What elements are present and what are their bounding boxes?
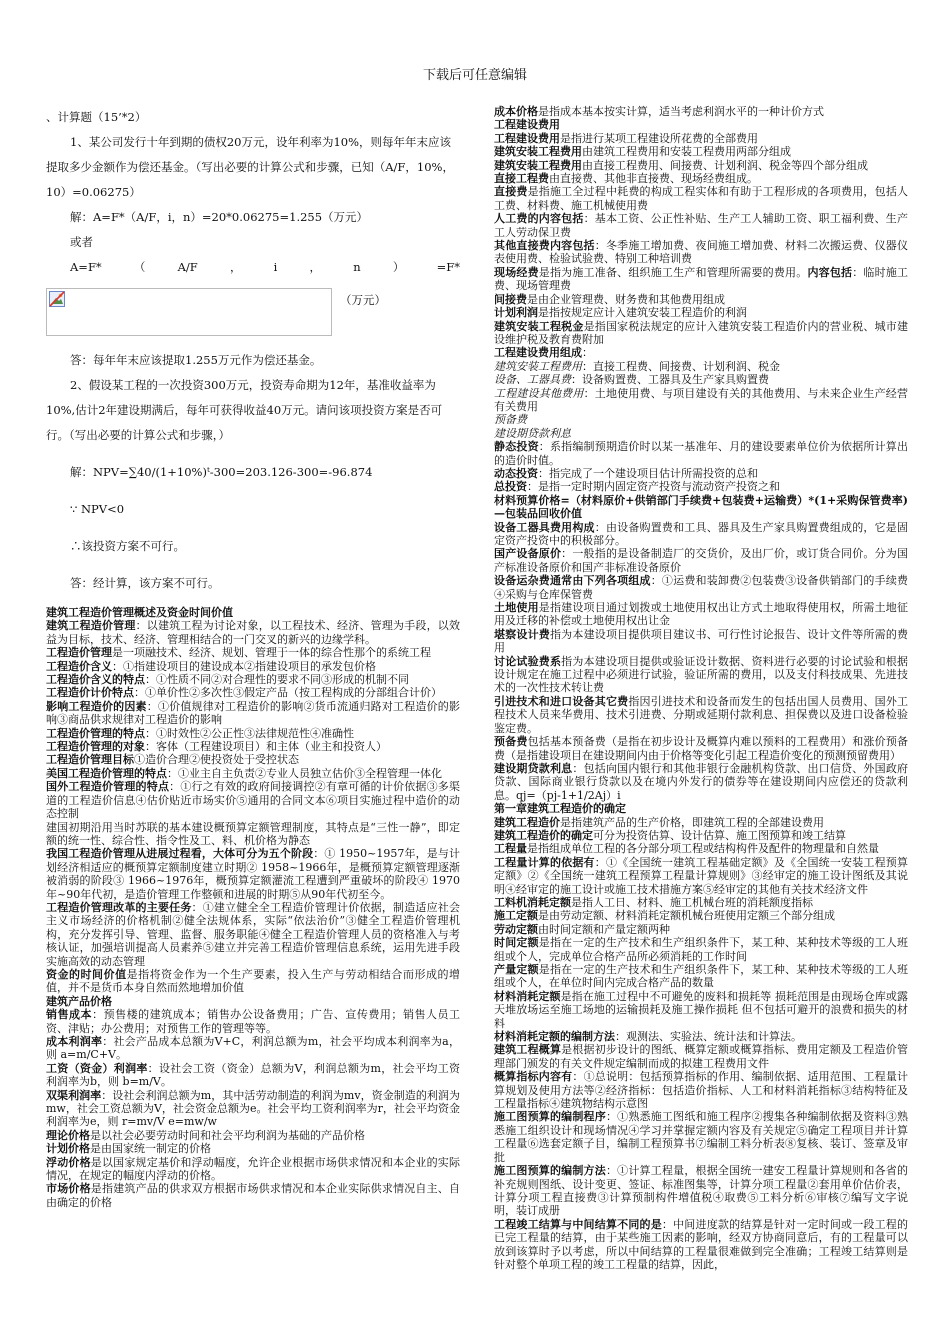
note-paragraph	[46, 968, 460, 995]
formula-unit: （万元）	[340, 293, 386, 307]
answer-2: 答：经计算，该方案不可行。	[70, 576, 220, 590]
note-paragraph	[494, 118, 908, 131]
note-subitem: 工程建设其他费用	[494, 386, 584, 400]
note-paragraph	[494, 172, 908, 185]
note-paragraph	[494, 655, 908, 695]
note-text: 是一项融技术、经济、规划、管理于一体的综合性那个的系统工程	[112, 646, 431, 660]
therefore-line: ∴该投资方案不可行。	[70, 539, 185, 553]
note-text: ：①价值规律对工程造价的影响②货币流通归路对工程造价的影响③商品供求规律对工程造价的影响	[46, 699, 460, 727]
note-term: 工程造价计价特点	[46, 686, 134, 700]
note-text: 是指按规定应计入建筑安装工程造价的利润	[538, 306, 747, 320]
note-term: 概算指标内容有	[494, 1070, 573, 1084]
note-term: 理论价格	[46, 1128, 90, 1142]
solution-2: 解：NPV=∑40/(1+10%)ᵗ-300=203.126-300=-96.874	[70, 465, 373, 479]
alternative-label: 或者	[70, 235, 93, 249]
note-text: ：社会产品成本总额为V+C，利润总额为m，社会平均成本利润率为a，则 a=m/C+V。	[46, 1035, 460, 1062]
note-term: 成本利润率	[46, 1035, 103, 1048]
note-paragraph	[494, 829, 908, 842]
right-column	[494, 105, 908, 1271]
note-term: 总投资	[494, 480, 527, 494]
note-paragraph	[46, 1156, 460, 1183]
note-term: 工程建设费用	[494, 118, 560, 132]
note-term: 动态投资	[494, 466, 538, 480]
note-term: 计划利润	[494, 306, 538, 320]
calc-heading: 、计算题（15’*2）	[46, 110, 147, 124]
note-text: 是指组成单位工程的各分部分项工程或结构构件及配件的物理量和自然量	[527, 842, 879, 856]
note-term: 建筑安装工程税金	[494, 319, 584, 333]
formula-image-row	[46, 288, 460, 348]
note-term: 设备运杂费通常由下列各项组成	[494, 574, 651, 588]
note-term: 现场经费	[494, 265, 539, 279]
broken-image-placeholder	[46, 288, 332, 336]
note-paragraph	[46, 901, 460, 968]
note-paragraph	[494, 387, 908, 414]
note-paragraph	[494, 427, 908, 440]
note-paragraph	[494, 990, 908, 1030]
formula-part: i	[273, 260, 278, 274]
note-text: ：①建立健全全工程造价管理计价依据，制造适应社会主义市场经济的价格机制②健全法规体系，实际“依法治价”③健全工程造价管理机构，充分发挥引导、管理、监督、服务职能④健全工程造价管理人员的资格准入与考核认证，加强培训提高人员素养⑤建立并完善工程造价管理信息系统，运用先进手段实施高效的动态管理	[46, 900, 461, 968]
note-paragraph	[494, 306, 908, 319]
note-paragraph	[46, 646, 460, 659]
note-paragraph	[46, 821, 460, 848]
note-text: 是指在一定的生产技术和生产组织条件下，某工种、某种技术等级的工人班组或个人，完成单位合格产品所必须消耗的工作时间	[494, 936, 909, 963]
note-paragraph	[494, 1030, 908, 1043]
note-term: 建筑工程造价的确定	[494, 828, 593, 842]
note-text: ：①总说明：包括预算指标的作用、编制依据、适用范围、工程量计算规划及使用方法等②经济指标：包括造价指标、人工和材料消耗指标③结构特征及工程量指标④建筑物结构示意图	[494, 1070, 909, 1111]
note-paragraph	[494, 440, 908, 467]
note-paragraph	[494, 132, 908, 145]
note-text: ：①时效性②公正性③法律规范性④准确性	[145, 726, 354, 740]
note-text: ：①《全国统一建筑工程基础定额》及《全国统一安装工程预算定额》②《全国统一建筑工程预算工程量计算规则》③经审定的施工设计图纸及其说明④经审定的施工设计或施工技术措施方案⑤经审定的其他有关技术经济文件	[494, 855, 908, 896]
question-2: 2、假设某工程的一次投资300万元，投资寿命期为12年，基准收益率为10%,估计2年建设期满后，每年可获得收益40万元。请问该项投资方案是否可行。（写出必要的计算公式和步骤，）	[46, 378, 443, 442]
note-paragraph	[46, 995, 460, 1008]
note-paragraph	[494, 896, 908, 909]
note-text: 是由劳动定额、材料消耗定额机械台班使用定额三个部分组成	[538, 909, 835, 923]
note-text: ：中间进度款的结算是针对一定时间或一段工程的已完工程量的结算，由于某些施工因素的影响，经双方协商同意后，有的工程量可以放到该算时予以考虑，所以中间结算的工程量很难做到完全准确；工程竣工结算则是针对整个单项工程的竣工工程量的结算，因此，	[494, 1217, 909, 1271]
note-text: 是指成本基本按实计算，适当考虑利润水平的一种计价方式	[538, 105, 824, 118]
note-paragraph	[494, 266, 908, 293]
note-text: 由时间定额和产量定额两种	[538, 922, 670, 936]
note-term: 引进技术和进口设备其它费	[494, 694, 629, 708]
note-paragraph	[494, 373, 908, 386]
note-term: 工程量	[494, 842, 527, 856]
note-term: 土地使用	[494, 601, 539, 615]
note-paragraph	[46, 1142, 460, 1155]
note-paragraph	[494, 467, 908, 480]
note-term: 建筑工程概算	[494, 1043, 562, 1057]
note-term: 我国工程造价管理从进展过程看，大体可分为五个阶段	[46, 847, 314, 861]
note-text: ：预售楼的建筑成本；销售办公设备费用；广告、宣传费用；销售人员工资、津贴；办公费用；对预售工作的管理等等。	[46, 1008, 461, 1035]
note-term: 工程造价管理改革的主要任务	[46, 900, 192, 914]
note-term: 工程造价管理的对象	[46, 740, 145, 754]
broken-image-icon	[49, 291, 65, 307]
note-text: ：观测法、实验法、统计法和计算法。	[615, 1030, 802, 1044]
note-paragraph	[494, 816, 908, 829]
note-text: 是指建筑产品的生产价格，即建筑工程的全部建设费用	[560, 815, 824, 829]
note-term: 直接工程费	[494, 172, 549, 186]
note-text: 由直接费、其他非直接费、现场经费组成。	[549, 172, 758, 186]
formula-row	[46, 255, 460, 280]
note-paragraph	[494, 212, 908, 239]
note-term: 工程造价含义的特点	[46, 673, 145, 687]
note-paragraph	[46, 1182, 460, 1209]
question-1: 1、某公司发行十年到期的债权20万元，设年利率为10%，则每年年末应该提取多少金额作为偿还基金。（写出必要的计算公式和步骤，已知（A/F，10%，10）=0.06275）	[46, 135, 454, 199]
note-paragraph	[494, 480, 908, 493]
note-text: ：指完成了一个建设项目估计所需投资的总和	[538, 466, 758, 480]
note-term: 预备费	[494, 735, 528, 749]
note-paragraph	[494, 735, 908, 762]
note-term: 堪察设计费	[494, 627, 550, 641]
note-paragraph	[46, 740, 460, 753]
note-paragraph	[494, 105, 908, 118]
note-text: ：是指一定时期内固定资产投资与流动资产投资之和	[527, 480, 780, 494]
note-term: 工程量计算的依据有	[494, 855, 595, 869]
note-text: ：设社会利润总额为m，其中活劳动制造的利润为mv，资金制造的利润为mw，社会工资总额为V，社会资金总额为e。社会平均工资利润率为r，社会平均资金利润率为e，则 r=mv/V e=mw/w	[46, 1088, 461, 1129]
note-paragraph	[494, 413, 908, 426]
note-text: ：①行之有效的政府间接调控②有章可循的计价依据③多渠道的工程造价信息④估价贴近市场实价⑤通用的合同文本⑥项目实施过程中造价的动态控制	[46, 780, 460, 821]
note-term: 工料机消耗定额	[494, 895, 571, 909]
note-term: 其他直接费内容包括	[494, 239, 595, 253]
note-subitem: 建设期贷款利息	[494, 426, 571, 440]
note-paragraph	[46, 1129, 460, 1142]
note-term: 资金的时间价值	[46, 967, 127, 981]
note-term: 销售成本	[46, 1008, 93, 1022]
note-text: ：设备购置费、工器具及生产家具购置费	[571, 373, 769, 387]
note-text: ：直接工程费、间接费、计划利润、税金	[582, 359, 780, 373]
formula-part: ，	[229, 260, 242, 274]
note-paragraph	[494, 1164, 908, 1218]
note-term: 材料消耗定额的编制方法	[494, 1030, 615, 1044]
left-column	[46, 105, 460, 1209]
note-term: 产量定额	[494, 963, 539, 976]
note-text: 是以国家规定基价和浮动幅度，允许企业根据市场供求情况和本企业的实际情况，在规定的幅度内浮动的价格。	[46, 1155, 461, 1183]
note-text: 指为本建设项目提供项目建议书、可行性讨论报告、设计文件等所需的费用	[494, 627, 909, 655]
note-term: 设备工器具费用构成	[494, 520, 595, 534]
note-text: 指因引进技术和设备而发生的包括出国人员费用、国外工程技术人员来华费用、技术引进费、分期或延期付款利息、担保费以及进口设备检验鉴定费。	[494, 694, 909, 735]
note-paragraph	[46, 686, 460, 699]
note-paragraph	[494, 842, 908, 855]
note-term: 施工图预算的编制方法	[494, 1164, 606, 1178]
note-text: 是指在施工过程中不可避免的废料和损耗等 损耗范围是由现场仓库或露天堆放场运至施工场地的运输损耗及施工操作损耗 但不包括可避开的浪费和损失的材料	[494, 989, 909, 1030]
note-text: 是指为施工准备、组织施工生产和管理所需要的费用。	[538, 265, 808, 279]
note-term: 工程竣工结算与中间结算不同的是	[494, 1217, 662, 1231]
note-paragraph	[46, 606, 460, 619]
note-text: ：①熟悉施工图纸和施工程序②搜集各种编制依据及资料③熟悉施工组织设计和现场情况④学习并掌握定额内容及有关规定⑤确定工程项目并计算工程量⑥选套定额子目，编制工程预算书⑦编制工料分析表⑧复核、装订、签章及审批	[494, 1110, 909, 1164]
note-paragraph	[494, 547, 908, 574]
note-paragraph	[494, 628, 908, 655]
note-term: 直接费	[494, 185, 528, 199]
note-paragraph	[46, 780, 460, 820]
note-term: 内容包括	[807, 265, 853, 279]
note-term: 工资（资金）利润率	[46, 1061, 148, 1075]
because-line: ∵ NPV<0	[70, 502, 125, 516]
note-paragraph	[494, 185, 908, 212]
note-text: 可分为投资估算、设计估算、施工图预算和竣工结算	[593, 828, 846, 842]
note-text: 指为本建设项目提供或验证设计数据、资料进行必要的讨论试验和根据设计规定在施工过程中必须进行试验，验证所需的费用，以及支付科技成果、先进技术的一次性技术转让费	[494, 654, 909, 695]
note-term: 劳动定额	[494, 922, 538, 936]
formula-part: ）	[392, 260, 405, 274]
note-text: ：土地使用费、与项目建设有关的其他费用、与未来企业生产经营有关费用	[494, 386, 909, 413]
note-paragraph	[494, 360, 908, 373]
note-paragraph	[46, 767, 460, 780]
note-paragraph	[494, 802, 908, 815]
note-paragraph	[46, 673, 460, 686]
note-text: ①造价合理②使投资处于受控状态	[134, 753, 299, 767]
solution-1: 解：A=F*（A/F，i，n）=20*0.06275=1.255（万元）	[70, 210, 369, 224]
note-paragraph	[46, 660, 460, 673]
note-term: 工程造价管理目标	[46, 753, 134, 767]
note-text: 是指在一定的生产技术和生产组织条件下，某工种、某种技术等级的工人班组或个人，在单位时间内完成合格产品的数量	[494, 963, 909, 990]
note-term: 国产设备原价	[494, 547, 562, 561]
formula-part: A/F	[177, 260, 198, 274]
formula-part: （	[133, 260, 146, 274]
note-subitem: 建筑安装工程费用	[494, 359, 582, 373]
note-text: 建国初期沿用当时苏联的基本建设概预算定额管理制度，其特点是“三性一静”，即定额的统一性、综合性、指令性及工、料、机价格为静态	[46, 820, 460, 847]
note-text: ：①单价性②多次性③假定产品（按工程构成的分部组合计价）	[134, 686, 442, 700]
note-text: ：一般指的是设备制造厂的交货价，及出厂价，或订货合同价。分为国产标准设备原价和国产非标准设备原价	[494, 547, 909, 574]
note-paragraph	[46, 619, 460, 646]
note-text: ：①性质不同②对合理性的要求不同③形成的机制不同	[145, 673, 409, 687]
note-paragraph	[494, 239, 908, 266]
formula-part: n	[353, 260, 361, 274]
note-term: 建筑工程造价管理	[46, 619, 136, 633]
note-paragraph	[46, 1008, 460, 1035]
note-term: 工程造价管理	[46, 646, 112, 660]
note-term: 浮动价格	[46, 1155, 91, 1169]
note-text: 是指国家税法规定的应计入建筑安装工程造价内的营业税、城市建设维护税及教育费附加	[494, 319, 909, 346]
note-term: 人工费的内容包括	[494, 212, 584, 226]
formula-part: =F*	[436, 260, 460, 274]
note-term: 成本价格	[494, 105, 538, 118]
formula-part: ，	[309, 260, 322, 274]
note-term: 国外工程造价管理的特点	[46, 780, 170, 794]
note-paragraph	[46, 847, 460, 901]
note-term: 讨论试验费系	[494, 654, 562, 668]
note-paragraph	[494, 1218, 908, 1272]
note-term: 工程造价管理的特点	[46, 726, 145, 740]
note-term: 影响工程造价的因素	[46, 699, 147, 713]
note-paragraph	[494, 494, 908, 521]
left-notes	[46, 606, 460, 1209]
formula-part: A=F*	[70, 260, 102, 274]
note-paragraph	[494, 1110, 908, 1164]
note-text: ：① 1950~1957年，是与计划经济相适应的概预算定额制度建立时期② 1958~1966年，是概预算定额管理逐渐被消弱的阶段③ 1966~1976年，概预算定额灌流工程遭到严重破坏的阶段④ 1970年~90年代初，是造价管理工作整顿和进展的时期⑤从90年代初至今。	[46, 847, 461, 901]
note-term: 时间定额	[494, 936, 539, 950]
right-notes	[494, 105, 908, 1271]
note-term: 双渠利润率	[46, 1088, 102, 1102]
note-term: 美国工程造价管理的特点	[46, 766, 167, 780]
note-term: 静态投资	[494, 440, 539, 454]
note-term: 工程建设费用	[494, 131, 560, 145]
page-header: 下载后可任意编辑	[422, 68, 527, 83]
note-paragraph	[46, 700, 460, 727]
note-term: 施工定额	[494, 909, 538, 923]
note-term: 材料预算价格=（材料原价+供销部门手续费+包装费+运输费）*(1+采购保管费率)—包装品回收价值	[494, 493, 908, 521]
note-paragraph	[494, 574, 908, 601]
note-text: 是指人工日、材料、施工机械台班的消耗额度指标	[571, 895, 813, 909]
note-text: 是指将资金作为一个生产要素，投入生产与劳动相结合而形成的增值，并不是货币本身自然而然地增加价值	[46, 967, 461, 995]
note-term: 间接费	[494, 292, 527, 306]
note-paragraph	[494, 923, 908, 936]
note-text: ：①业主自主负责②专业人员独立估价③全程管理一体化	[167, 766, 442, 780]
note-text: ：包括向国内银行和其他非银行金融机构贷款、出口信贷、外国政府贷款、国际商业银行贷款以及在境内外发行的债券等在建设期间内应偿还的贷款利息。qj=（pj-1+1/2Aj）i	[494, 761, 909, 802]
note-term: 施工图预算的编制程序	[494, 1110, 606, 1124]
note-paragraph	[494, 320, 908, 347]
note-paragraph	[494, 521, 908, 548]
note-text: ：①指建设项目的建设成本②指建设项目的承发包价格	[112, 659, 376, 673]
note-text: ：	[582, 346, 593, 360]
note-text: 包括基本预备费（是指在初步设计及概算内难以预料的工程费用）和涨价预备费（是指建设项目在建设期间内由于价格等变化引起工程造价变化的预测预留费用）	[494, 735, 909, 762]
note-paragraph	[46, 1089, 460, 1129]
note-paragraph	[494, 601, 908, 628]
note-paragraph	[494, 695, 908, 735]
note-text: ：客体（工程建设项目）和主体（业主和投资人）	[145, 740, 387, 754]
answer-1: 答：每年年末应该提取1.255万元作为偿还基金。	[70, 353, 322, 367]
note-text: ：系指编制预期造价时以某一基准年、月的建设要素单位价为依据所计算出的造价时值。	[494, 440, 909, 467]
note-paragraph	[46, 727, 460, 740]
note-paragraph	[494, 762, 908, 802]
note-paragraph	[494, 159, 908, 172]
note-text: ：①计算工程量，根据全国统一建安工程量计算规则和各省的补充规则图纸、设计变更、签证、标准图集等，计算分项工程量②套用单价估价表，计算分项工程直接费③计算预制构件增值税④取费⑤工料分析⑥审核⑦编写文字说明，装订成册	[494, 1164, 909, 1218]
note-term: 计划价格	[46, 1142, 90, 1156]
note-paragraph	[494, 909, 908, 922]
note-text: ：临时施工费、现场管理费	[494, 265, 909, 293]
note-term: 建筑工程造价管理概述及资金时间价值	[46, 606, 233, 619]
note-paragraph	[46, 1035, 460, 1062]
note-term: 第一章建筑工程造价的确定	[494, 802, 626, 816]
note-text: 是由企业管理费、财务费和其他费用组成	[527, 292, 725, 306]
note-text: 由建筑工程费用和安装工程费用两部分组成	[582, 145, 791, 159]
note-paragraph	[494, 346, 908, 359]
note-text: ：以建筑工程为讨论对象，以工程技术、经济、管理为手段，以效益为目标，技术、经济、管理相结合的一门交叉的新兴的边缘学科。	[46, 619, 461, 646]
note-text: 是指建筑产品的供求双方根据市场供求情况和本企业实际供求情况自主、自由确定的价格	[46, 1182, 461, 1209]
note-term: 工程造价含义	[46, 659, 112, 673]
note-paragraph	[494, 293, 908, 306]
note-term: 建设期贷款利息	[494, 761, 573, 775]
note-text: 由直接工程费用、间接费、计划利润、税金等四个部分组成	[582, 158, 868, 172]
note-text: 是指建设项目通过划拨或土地使用权出让方式土地取得使用权，所需土地征用及迁移的补偿或土地使用权出让金	[494, 601, 909, 628]
note-text: 是指进行某项工程建设所花费的全部费用	[560, 131, 758, 145]
note-text: ：冬季施工增加费、夜间施工增加费、材料二次搬运费、仪器仪表使用费、检验试验费、特别工种培训费	[494, 239, 908, 266]
note-term: 建筑产品价格	[46, 994, 112, 1008]
note-text: ：①运费和装卸费②包装费③设备供销部门的手续费④采购与仓库保管费	[494, 574, 909, 601]
note-text: 是指施工全过程中耗费的构成工程实体和有助于工程形成的各项费用，包括人工费、材料费、施工机械使用费	[494, 185, 909, 212]
note-subitem: 预备费	[494, 413, 527, 427]
note-paragraph	[46, 753, 460, 766]
note-term: 工程建设费用组成	[494, 346, 582, 360]
note-paragraph	[494, 856, 908, 896]
note-term: 建筑安装工程费用	[494, 158, 582, 172]
note-paragraph	[494, 145, 908, 158]
note-paragraph	[494, 1070, 908, 1110]
note-paragraph	[46, 1062, 460, 1089]
note-term: 建筑安装工程费用	[494, 145, 582, 159]
note-text: ：基本工资、公正性补贴、生产工人辅助工资、职工福利费、生产工人劳动保卫费	[494, 212, 909, 239]
note-paragraph	[494, 936, 908, 963]
note-term: 材料消耗定额	[494, 989, 561, 1003]
note-subitem: 设备、工器具费	[494, 373, 571, 387]
note-text: 是由国家统一制定的价格	[90, 1142, 211, 1156]
note-paragraph	[494, 963, 908, 990]
note-text: 是以社会必要劳动时间和社会平均利润为基础的产品价格	[90, 1128, 365, 1142]
note-text: ：设社会工资（资金）总额为V，利润总额为m，社会平均工资利润率为b，则 b=m/V。	[46, 1061, 460, 1089]
note-text: ：由设备购置费和工具、器具及生产家具购置费组成的，它是固定资产投资中的积极部分。	[494, 520, 908, 547]
note-term: 市场价格	[46, 1182, 91, 1196]
calculation-section	[46, 105, 460, 596]
note-term: 建筑工程造价	[494, 815, 560, 829]
note-text: 是根据初步设计的图纸、概算定额或概算指标、费用定额及工程造价管理部门颁发的有关文件规定编制而成的拟建工程费用文件	[494, 1043, 909, 1070]
note-paragraph	[494, 1043, 908, 1070]
